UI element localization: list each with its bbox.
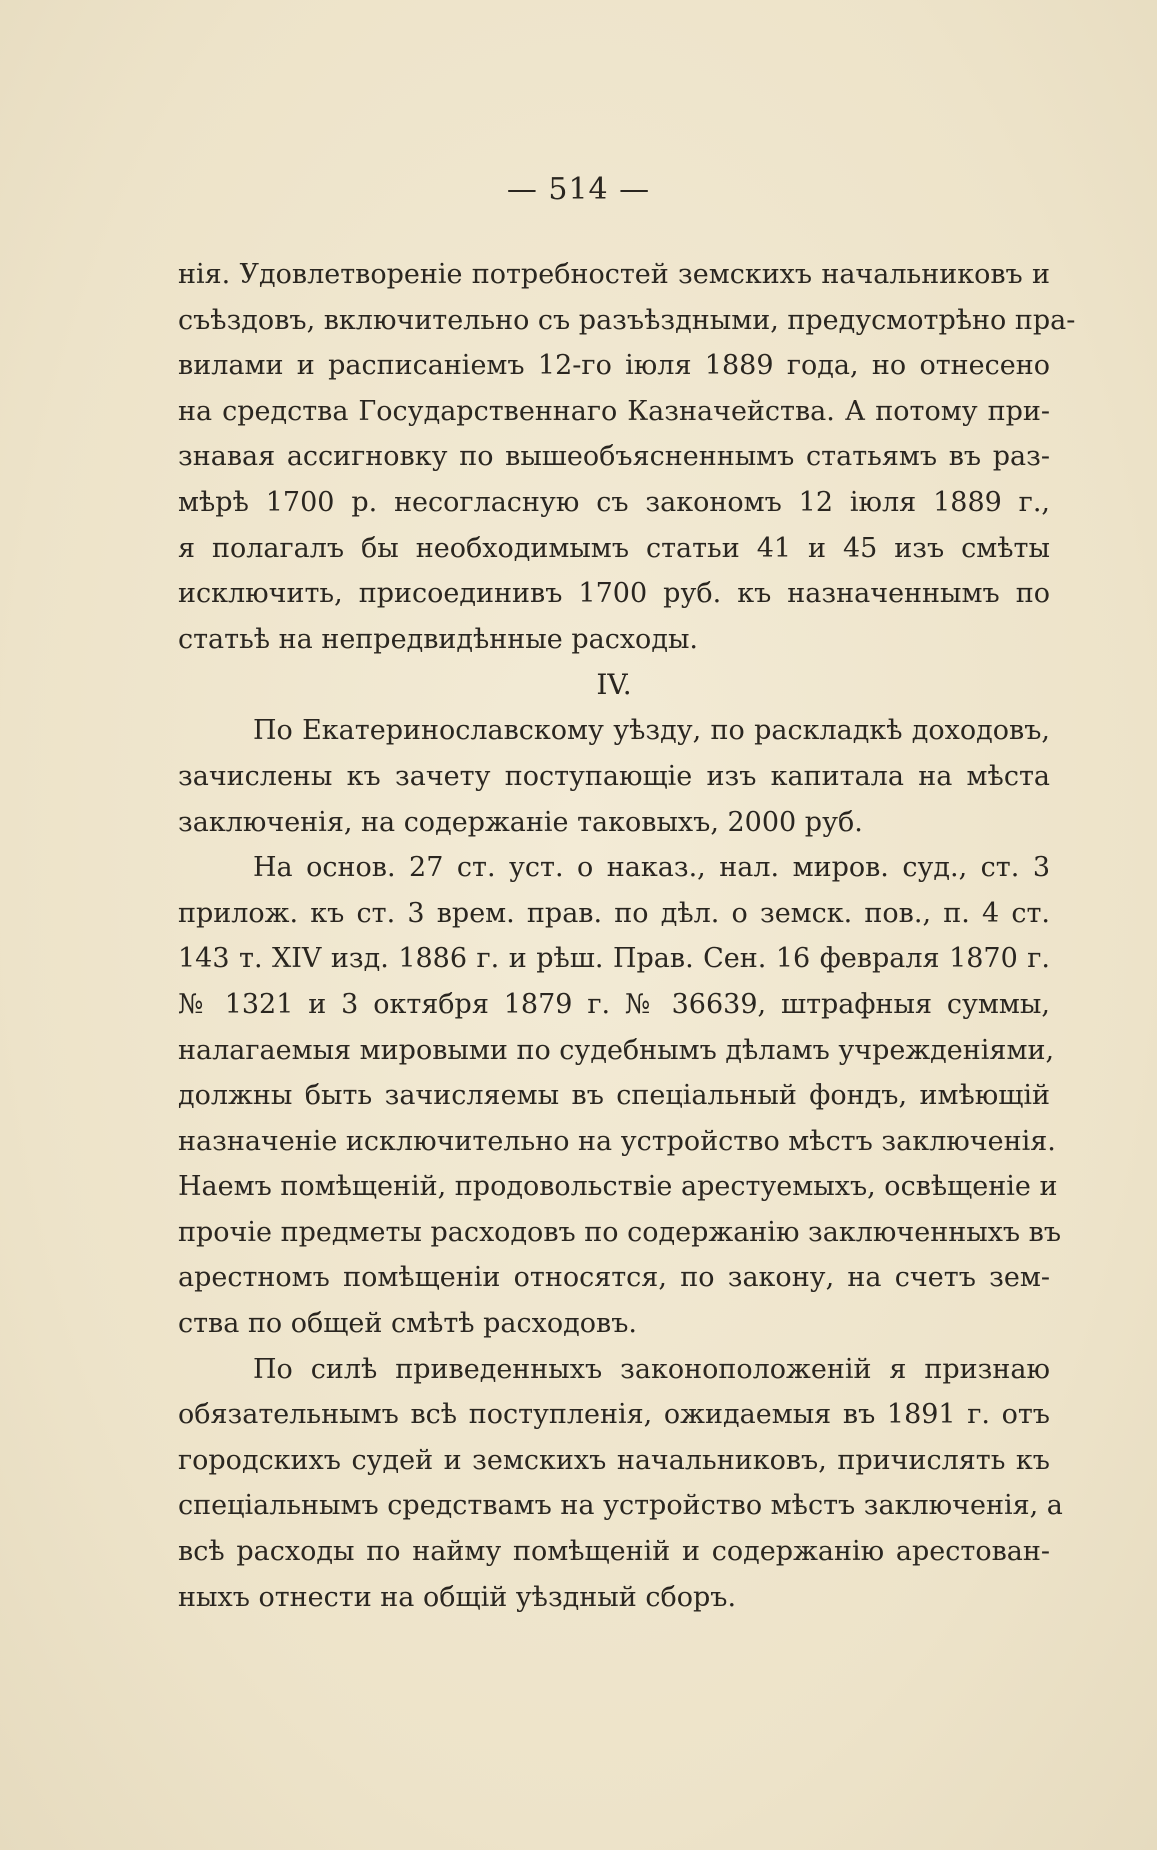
section-heading: IV. (596, 668, 632, 702)
text-line: заключенія, на содержаніе таковыхъ, 2000 руб. (178, 806, 863, 838)
text-line: знавая ассигновку по вышеобъясненнымъ статьямъ въ раз- (178, 441, 1050, 473)
text-line: Наемъ помѣщеній, продовольствіе арестуемыхъ, освѣщеніе и (178, 1171, 1058, 1203)
text-line: обязательнымъ всѣ поступленія, ожидаемыя въ 1891 г. отъ (178, 1399, 1050, 1431)
text-line: нія. Удовлетвореніе потребностей земскихъ начальниковъ и (178, 259, 1050, 290)
paragraph (178, 845, 1062, 1347)
text-line: ныхъ отнести на общій уѣздный сборъ. (178, 1581, 737, 1613)
paragraph (178, 708, 1050, 845)
section-body (178, 708, 1063, 1620)
text-line: спеціальнымъ средствамъ на устройство мѣстъ заключенія, а (178, 1490, 1063, 1522)
text-line: ства по общей смѣтѣ расходовъ. (178, 1308, 637, 1340)
text-line: зачислены къ зачету поступающіе изъ капитала на мѣста (178, 760, 1050, 792)
text-line: На основ. 27 ст. уст. о наказ., нал. миров. суд., ст. 3 (253, 852, 1050, 884)
text-line: я полагалъ бы необходимымъ статьи 41 и 45 изъ смѣты (178, 532, 1050, 564)
text-line: на средства Государственнаго Казначейства. А потому при- (178, 395, 1050, 427)
paragraph (178, 252, 1076, 662)
text-line: налагаемыя мировыми по судебнымъ дѣламъ учрежденіями, (178, 1034, 1055, 1066)
text-line: назначеніе исключительно на устройство мѣстъ заключенія. (178, 1125, 1056, 1157)
paragraph (178, 1347, 1063, 1621)
text-line: мѣрѣ 1700 р. несогласную съ закономъ 12 іюля 1889 г., (178, 486, 1050, 518)
text-line: вилами и расписаніемъ 12-го іюля 1889 года, но отнесено (178, 350, 1050, 382)
text-line: По силѣ приведенныхъ законоположеній я признаю (253, 1353, 1050, 1385)
text-line: 143 т. XIV изд. 1886 г. и рѣш. Прав. Сен. 16 февраля 1870 г. (178, 943, 1050, 975)
text-line: арестномъ помѣщеніи относятся, по закону, на счетъ зем- (178, 1262, 1050, 1294)
text-line: всѣ расходы по найму помѣщеній и содержанію арестован- (178, 1536, 1050, 1568)
text-line: исключить, присоединивъ 1700 руб. къ назначеннымъ по (178, 578, 1050, 610)
page-number: — 514 — (506, 172, 651, 207)
text-line: должны быть зачисляемы въ спеціальный фондъ, имѣющій (178, 1080, 1050, 1112)
text-line: По Екатеринославскому уѣзду, по раскладкѣ доходовъ, (253, 715, 1050, 747)
text-line: городскихъ судей и земскихъ начальниковъ, причислять къ (178, 1444, 1050, 1476)
intro-section (178, 252, 1076, 662)
text-block (178, 252, 1076, 1620)
text-line: съѣздовъ, включительно съ разъѣздными, предусмотрѣно пра- (178, 304, 1076, 336)
text-line: прочіе предметы расходовъ по содержанію заключенныхъ въ (178, 1216, 1062, 1248)
text-line: № 1321 и 3 октября 1879 г. № 36639, штрафныя суммы, (178, 988, 1050, 1020)
text-line: прилож. къ ст. 3 врем. прав. по дѣл. о земск. пов., п. 4 ст. (178, 897, 1050, 929)
text-line: статьѣ на непредвидѣнные расходы. (178, 623, 699, 655)
